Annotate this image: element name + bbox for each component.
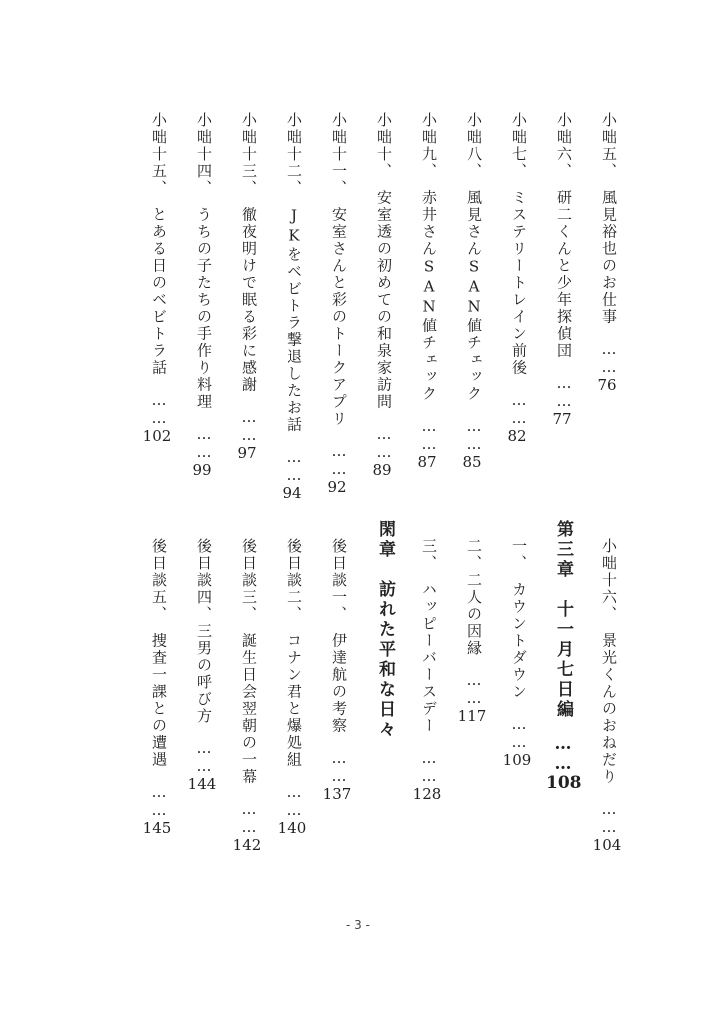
toc-entry bbox=[457, 538, 487, 725]
entry-page: 109 bbox=[502, 750, 532, 769]
entry-title: 後日談一、 伊達航の考察 bbox=[330, 538, 348, 735]
chapter-page: 108 bbox=[546, 773, 582, 793]
entry-title: 二、二人の因縁 bbox=[465, 538, 483, 657]
entry-page: 128 bbox=[412, 784, 442, 803]
chapter-heading bbox=[374, 520, 396, 740]
entry-title: 後日談四、三男の呼び方 bbox=[195, 538, 213, 725]
entry-title: 後日談二、 コナン君と爆処組 bbox=[285, 538, 303, 769]
entry-title: 小咄八、 風見さんSAN値チェック bbox=[465, 112, 483, 403]
chapter-title: 第三章 十一月七日編 bbox=[553, 520, 573, 720]
toc-entry bbox=[597, 112, 622, 394]
toc-entry bbox=[507, 112, 532, 445]
entry-title: 小咄十四、 うちの子たちの手作り料理 bbox=[195, 112, 213, 411]
toc-entry bbox=[192, 112, 217, 479]
entry-title: 三、 ハッピーバースデー bbox=[420, 538, 438, 735]
entry-title: 小咄七、 ミステリートレイン前後 bbox=[510, 112, 528, 377]
entry-title: 小咄十一、 安室さんと彩のトークアプリ bbox=[330, 112, 348, 428]
leader-dots: …… bbox=[330, 748, 348, 785]
leader-dots: …… bbox=[555, 373, 573, 410]
entry-title: 小咄六、 研二くんと少年探偵団 bbox=[555, 112, 573, 360]
leader-dots: …… bbox=[195, 739, 213, 775]
entry-page: 102 bbox=[142, 426, 172, 445]
entry-page: 117 bbox=[457, 707, 487, 725]
leader-dots: …… bbox=[375, 424, 393, 461]
entry-page: 77 bbox=[552, 409, 572, 428]
chapter-heading bbox=[546, 520, 582, 793]
leader-dots: …… bbox=[330, 441, 348, 478]
toc-entry bbox=[277, 538, 307, 837]
entry-title: 小咄十六、 景光くんのおねだり bbox=[600, 538, 618, 786]
entry-title: 小咄十、 安室透の初めての和泉家訪問 bbox=[375, 112, 393, 411]
entry-title: 小咄五、 風見裕也のお仕事 bbox=[600, 112, 618, 326]
entry-page: 142 bbox=[232, 835, 262, 854]
entry-title: 小咄十五、 とある日のベビトラ話 bbox=[150, 112, 168, 377]
chapter-title: 閑章 訪れた平和な日々 bbox=[375, 520, 395, 740]
entry-page: 137 bbox=[322, 784, 352, 803]
entry-page: 89 bbox=[372, 460, 392, 479]
entry-page: 104 bbox=[592, 835, 622, 854]
entry-title: 小咄九、 赤井さんSAN値チェック bbox=[420, 112, 438, 403]
entry-title: 一、 カウントダウン bbox=[510, 538, 528, 701]
toc-entry bbox=[237, 112, 262, 462]
leader-dots: …… bbox=[150, 782, 168, 819]
leader-dots: …… bbox=[195, 424, 213, 461]
leader-dots: …… bbox=[465, 671, 483, 707]
page-number: - 3 - bbox=[346, 918, 370, 932]
entry-page: 87 bbox=[417, 452, 437, 471]
toc-entry bbox=[327, 112, 352, 496]
toc-entry bbox=[282, 112, 307, 502]
toc-entry bbox=[372, 112, 397, 479]
entry-page: 99 bbox=[192, 460, 212, 479]
entry-title: 小咄十二、 JKをベビトラ撃退したお話 bbox=[285, 112, 303, 434]
entry-page: 85 bbox=[462, 452, 482, 471]
entry-page: 82 bbox=[507, 426, 527, 445]
leader-dots: …… bbox=[240, 407, 258, 444]
entry-page: 92 bbox=[327, 477, 347, 496]
leader-dots: …… bbox=[600, 799, 618, 836]
entry-page: 140 bbox=[277, 818, 307, 837]
entry-title: 後日談三、 誕生日会翌朝の一幕 bbox=[240, 538, 258, 786]
toc-entry bbox=[142, 112, 172, 445]
toc-entry bbox=[412, 538, 442, 803]
entry-page: 94 bbox=[282, 483, 302, 502]
entry-page: 144 bbox=[187, 775, 217, 793]
leader-dots: …… bbox=[240, 799, 258, 836]
toc-entry bbox=[552, 112, 577, 428]
toc-entry bbox=[232, 538, 262, 854]
leader-dots: …… bbox=[420, 748, 438, 785]
entry-page: 76 bbox=[597, 375, 617, 394]
toc-entry bbox=[502, 538, 532, 769]
toc-entry bbox=[142, 538, 172, 837]
entry-page: 97 bbox=[237, 443, 257, 462]
entry-title: 小咄十三、 徹夜明けで眠る彩に感謝 bbox=[240, 112, 258, 394]
leader-dots: …… bbox=[510, 714, 528, 751]
leader-dots: …… bbox=[510, 390, 528, 427]
leader-dots: …… bbox=[600, 339, 618, 376]
toc-entry bbox=[417, 112, 442, 471]
toc-entry bbox=[322, 538, 352, 803]
entry-page: 145 bbox=[142, 818, 172, 837]
leader-dots: …… bbox=[465, 416, 483, 453]
leader-dots: …… bbox=[150, 390, 168, 427]
leader-dots: …… bbox=[285, 782, 303, 819]
leader-dots: …… bbox=[285, 447, 303, 484]
toc-entry bbox=[187, 538, 217, 793]
leader-dots: …… bbox=[553, 734, 573, 774]
entry-title: 後日談五、 捜査一課との遭遇 bbox=[150, 538, 168, 769]
toc-entry bbox=[462, 112, 487, 471]
leader-dots: …… bbox=[420, 416, 438, 453]
toc-entry bbox=[592, 538, 622, 854]
